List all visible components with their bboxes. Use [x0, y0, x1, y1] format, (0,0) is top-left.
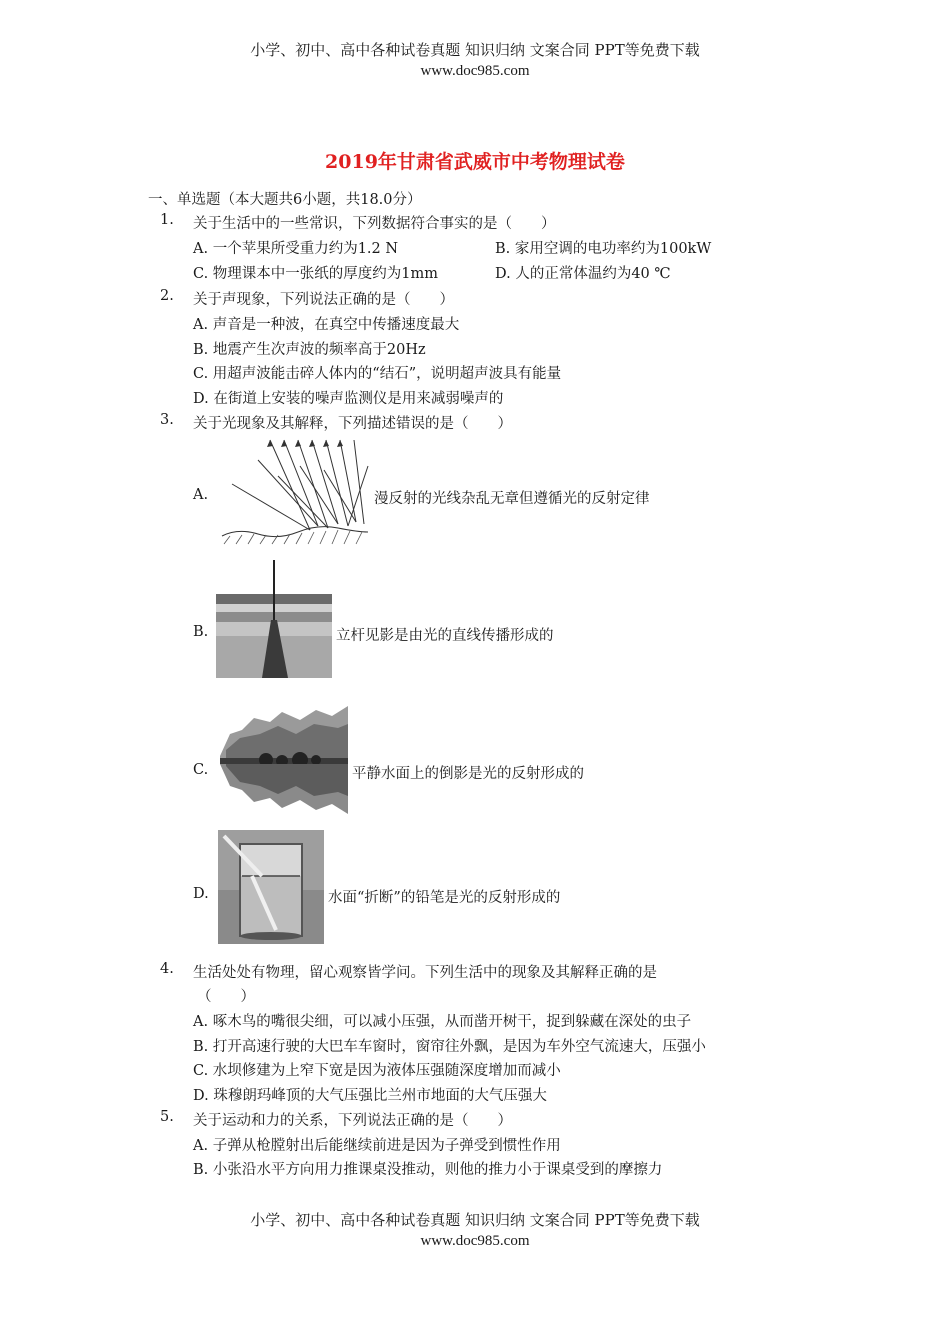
question-number: 2.	[160, 288, 174, 304]
option-c-text: 平静水面上的倒影是光的反射形成的	[352, 766, 584, 782]
footer-text: 小学、初中、高中各种试卷真题 知识归纳 文案合同 PPT等免费下载	[250, 1211, 700, 1229]
option-b: B. 家用空调的电功率约为100kW	[495, 241, 712, 257]
question-number: 4.	[160, 961, 174, 977]
option-d: D. 在街道上安装的噪声监测仪是用来减弱噪声的	[193, 391, 504, 407]
option-a-label: A.	[193, 487, 209, 503]
option-c-label: C.	[193, 762, 209, 778]
pencil-in-water-photo	[218, 830, 324, 944]
option-a-text: 漫反射的光线杂乱无章但遵循光的反射定律	[374, 491, 650, 507]
option-a: A. 声音是一种波，在真空中传播速度最大	[193, 317, 460, 333]
option-c: C. 水坝修建为上窄下宽是因为液体压强随深度增加而减小	[193, 1063, 561, 1079]
option-c: C. 用超声波能击碎人体内的“结石”，说明超声波具有能量	[193, 366, 562, 382]
option-b-text: 立杆见影是由光的直线传播形成的	[336, 628, 554, 644]
option-b: B. 地震产生次声波的频率高于20Hz	[193, 342, 426, 358]
option-c: C. 物理课本中一张纸的厚度约为1mm	[193, 266, 439, 282]
section-heading: 一、单选题（本大题共6小题，共18.0分）	[148, 192, 422, 208]
diffuse-reflection-figure	[218, 436, 370, 546]
option-a: A. 子弹从枪膛射出后能继续前进是因为子弹受到惯性作用	[193, 1138, 561, 1154]
question-stem: 关于生活中的一些常识，下列数据符合事实的是（ ）	[193, 216, 556, 232]
question-number: 3.	[160, 412, 174, 428]
header-text: 小学、初中、高中各种试卷真题 知识归纳 文案合同 PPT等免费下载	[250, 41, 700, 59]
option-d: D. 珠穆朗玛峰顶的大气压强比兰州市地面的大气压强大	[193, 1088, 547, 1104]
option-b: B. 打开高速行驶的大巴车车窗时，窗帘往外飘，是因为车外空气流速大，压强小	[193, 1039, 706, 1055]
page-footer	[0, 1210, 950, 1252]
header-url: www.doc985.com	[420, 63, 530, 79]
pole-shadow-photo	[216, 560, 332, 678]
option-b-label: B.	[193, 624, 209, 640]
option-d-text: 水面“折断”的铅笔是光的反射形成的	[328, 890, 561, 906]
question-number: 1.	[160, 212, 174, 228]
water-reflection-photo	[220, 704, 348, 820]
option-a: A. 啄木鸟的嘴很尖细，可以减小压强，从而凿开树干，捉到躲藏在深处的虫子	[193, 1014, 692, 1030]
option-a: A. 一个苹果所受重力约为1.2 N	[193, 241, 399, 257]
question-stem: 关于运动和力的关系，下列说法正确的是（ ）	[193, 1113, 512, 1129]
question-stem: 生活处处有物理，留心观察皆学问。下列生活中的现象及其解释正确的是	[193, 965, 657, 981]
question-stem: 关于光现象及其解释，下列描述错误的是（ ）	[193, 416, 512, 432]
page-title: 2019年甘肃省武威市中考物理试卷	[325, 151, 625, 173]
option-d: D. 人的正常体温约为40 ℃	[495, 266, 671, 282]
question-number: 5.	[160, 1109, 174, 1125]
page-header	[0, 40, 950, 82]
question-stem: 关于声现象，下列说法正确的是（ ）	[193, 292, 454, 308]
option-d-label: D.	[193, 886, 209, 902]
footer-url: www.doc985.com	[420, 1233, 530, 1249]
option-b: B. 小张沿水平方向用力推课桌没推动，则他的推力小于课桌受到的摩擦力	[193, 1162, 663, 1178]
answer-paren: （ ）	[197, 989, 255, 1005]
